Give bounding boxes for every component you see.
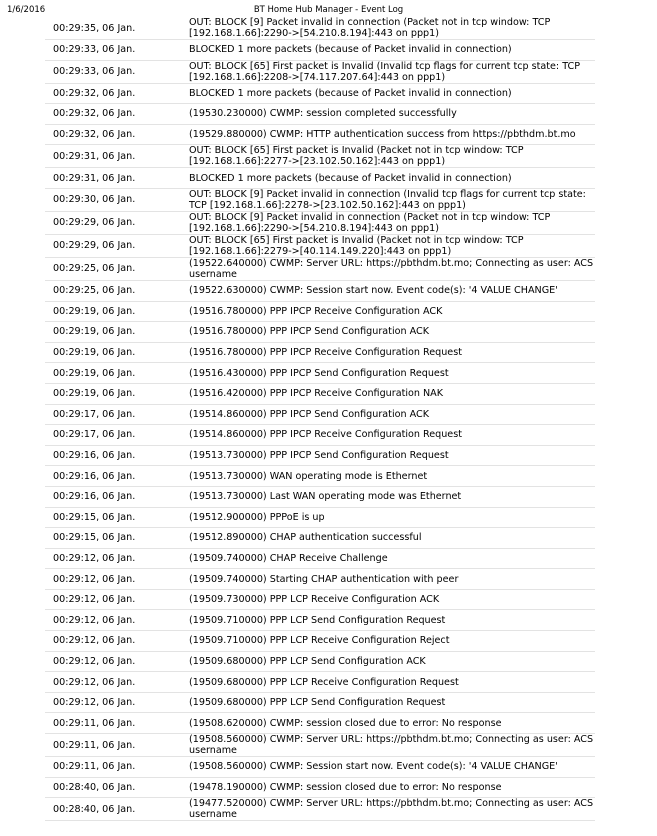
event-time: 00:29:12, 06 Jan.	[45, 631, 185, 652]
event-time: 00:29:32, 06 Jan.	[45, 124, 185, 145]
event-message: (19512.900000) PPPoE is up	[185, 507, 595, 528]
event-message: (19513.730000) PPP IPCP Send Configuration Request	[185, 445, 595, 466]
table-row	[45, 651, 595, 672]
event-message: (19509.710000) PPP LCP Send Configuration Request	[185, 610, 595, 631]
table-row	[45, 507, 595, 528]
event-message: (19509.740000) CHAP Receive Challenge	[185, 548, 595, 569]
event-message: (19516.780000) PPP IPCP Receive Configuration ACK	[185, 301, 595, 322]
table-row	[45, 234, 595, 257]
event-time: 00:29:33, 06 Jan.	[45, 60, 185, 83]
event-time: 00:29:25, 06 Jan.	[45, 257, 185, 280]
table-row	[45, 17, 595, 40]
event-message: (19513.730000) Last WAN operating mode was Ethernet	[185, 486, 595, 507]
event-time: 00:29:17, 06 Jan.	[45, 425, 185, 446]
table-row	[45, 168, 595, 189]
table-row	[45, 342, 595, 363]
event-message: (19509.680000) PPP LCP Send Configuration ACK	[185, 651, 595, 672]
table-row	[45, 104, 595, 125]
table-row	[45, 548, 595, 569]
event-time: 00:29:11, 06 Jan.	[45, 757, 185, 778]
event-message: (19508.620000) CWMP: session closed due to error: No response	[185, 713, 595, 734]
event-message: OUT: BLOCK [65] First packet is Invalid (Invalid tcp flags for current tcp state: TCP [192.168.1.66]:2208->[74.117.207.64]:443 on ppp1)	[185, 60, 595, 83]
event-time: 00:29:19, 06 Jan.	[45, 342, 185, 363]
table-row	[45, 383, 595, 404]
event-time: 00:29:19, 06 Jan.	[45, 301, 185, 322]
event-message: (19514.860000) PPP IPCP Receive Configuration Request	[185, 425, 595, 446]
event-time: 00:29:12, 06 Jan.	[45, 692, 185, 713]
table-row	[45, 363, 595, 384]
event-time: 00:29:12, 06 Jan.	[45, 651, 185, 672]
event-message: BLOCKED 1 more packets (because of Packet invalid in connection)	[185, 168, 595, 189]
event-message: (19522.630000) CWMP: Session start now. Event code(s): '4 VALUE CHANGE'	[185, 280, 595, 301]
event-time: 00:29:12, 06 Jan.	[45, 569, 185, 590]
page-title: BT Home Hub Manager - Event Log	[253, 5, 404, 15]
event-message: OUT: BLOCK [65] First packet is Invalid (Packet not in tcp window: TCP [192.168.1.66]:2279->[40.114.149.220]:443 on ppp1)	[185, 234, 595, 257]
event-time: 00:29:29, 06 Jan.	[45, 234, 185, 257]
table-row	[45, 188, 595, 211]
event-time: 00:29:11, 06 Jan.	[45, 734, 185, 757]
event-time: 00:29:16, 06 Jan.	[45, 486, 185, 507]
event-time: 00:29:15, 06 Jan.	[45, 507, 185, 528]
table-row	[45, 798, 595, 821]
table-row	[45, 145, 595, 168]
table-row	[45, 257, 595, 280]
event-time: 00:29:12, 06 Jan.	[45, 548, 185, 569]
event-time: 00:29:11, 06 Jan.	[45, 713, 185, 734]
table-row	[45, 569, 595, 590]
event-log-table	[45, 17, 595, 821]
event-message: (19516.780000) PPP IPCP Send Configuration ACK	[185, 322, 595, 343]
table-row	[45, 404, 595, 425]
table-row	[45, 124, 595, 145]
table-row	[45, 445, 595, 466]
event-time: 00:29:19, 06 Jan.	[45, 383, 185, 404]
table-row	[45, 528, 595, 549]
event-message: OUT: BLOCK [9] Packet invalid in connection (Invalid tcp flags for current tcp state: TCP [192.168.1.66]:2278->[23.102.50.162]:443 on ppp1)	[185, 188, 595, 211]
event-message: (19508.560000) CWMP: Server URL: https://pbthdm.bt.mo; Connecting as user: ACS username	[185, 734, 595, 757]
table-row	[45, 610, 595, 631]
event-message: BLOCKED 1 more packets (because of Packet invalid in connection)	[185, 83, 595, 104]
event-time: 00:29:30, 06 Jan.	[45, 188, 185, 211]
event-message: (19477.520000) CWMP: Server URL: https://pbthdm.bt.mo; Connecting as user: ACS username	[185, 798, 595, 821]
event-time: 00:29:29, 06 Jan.	[45, 211, 185, 234]
event-message: OUT: BLOCK [9] Packet invalid in connection (Packet not in tcp window: TCP [192.168.1.66]:2290->[54.210.8.194]:443 on ppp1)	[185, 17, 595, 40]
event-message: OUT: BLOCK [9] Packet invalid in connection (Packet not in tcp window: TCP [192.168.1.66]:2290->[54.210.8.194]:443 on ppp1)	[185, 211, 595, 234]
event-time: 00:29:16, 06 Jan.	[45, 445, 185, 466]
table-row	[45, 301, 595, 322]
table-row	[45, 757, 595, 778]
event-time: 00:29:19, 06 Jan.	[45, 363, 185, 384]
event-message: (19508.560000) CWMP: Session start now. Event code(s): '4 VALUE CHANGE'	[185, 757, 595, 778]
table-row	[45, 713, 595, 734]
table-row	[45, 322, 595, 343]
event-message: (19529.880000) CWMP: HTTP authentication success from https://pbthdm.bt.mo	[185, 124, 595, 145]
event-message: (19509.710000) PPP LCP Receive Configuration Reject	[185, 631, 595, 652]
event-message: (19509.680000) PPP LCP Send Configuration Request	[185, 692, 595, 713]
event-time: 00:28:40, 06 Jan.	[45, 777, 185, 798]
event-time: 00:28:40, 06 Jan.	[45, 798, 185, 821]
event-log-body	[45, 17, 595, 821]
event-time: 00:29:17, 06 Jan.	[45, 404, 185, 425]
table-row	[45, 777, 595, 798]
event-message: (19514.860000) PPP IPCP Send Configuration ACK	[185, 404, 595, 425]
event-time: 00:29:16, 06 Jan.	[45, 466, 185, 487]
event-message: (19522.640000) CWMP: Server URL: https://pbthdm.bt.mo; Connecting as user: ACS username	[185, 257, 595, 280]
event-time: 00:29:32, 06 Jan.	[45, 83, 185, 104]
event-message: BLOCKED 1 more packets (because of Packet invalid in connection)	[185, 40, 595, 61]
table-row	[45, 425, 595, 446]
table-row	[45, 280, 595, 301]
event-time: 00:29:12, 06 Jan.	[45, 589, 185, 610]
table-row	[45, 60, 595, 83]
event-time: 00:29:33, 06 Jan.	[45, 40, 185, 61]
print-date: 1/6/2016	[7, 5, 46, 15]
table-row	[45, 466, 595, 487]
event-time: 00:29:32, 06 Jan.	[45, 104, 185, 125]
event-time: 00:29:31, 06 Jan.	[45, 145, 185, 168]
event-message: (19478.190000) CWMP: session closed due to error: No response	[185, 777, 595, 798]
event-message: OUT: BLOCK [65] First packet is Invalid (Packet not in tcp window: TCP [192.168.1.66]:2277->[23.102.50.162]:443 on ppp1)	[185, 145, 595, 168]
event-time: 00:29:12, 06 Jan.	[45, 672, 185, 693]
event-time: 00:29:15, 06 Jan.	[45, 528, 185, 549]
table-row	[45, 83, 595, 104]
table-row	[45, 589, 595, 610]
event-message: (19530.230000) CWMP: session completed successfully	[185, 104, 595, 125]
event-time: 00:29:19, 06 Jan.	[45, 322, 185, 343]
event-time: 00:29:35, 06 Jan.	[45, 17, 185, 40]
table-row	[45, 486, 595, 507]
event-message: (19513.730000) WAN operating mode is Ethernet	[185, 466, 595, 487]
table-row	[45, 211, 595, 234]
table-row	[45, 692, 595, 713]
table-row	[45, 734, 595, 757]
event-message: (19516.420000) PPP IPCP Receive Configuration NAK	[185, 383, 595, 404]
table-row	[45, 631, 595, 652]
event-message: (19509.680000) PPP LCP Receive Configuration Request	[185, 672, 595, 693]
table-row	[45, 40, 595, 61]
event-message: (19516.430000) PPP IPCP Send Configuration Request	[185, 363, 595, 384]
event-time: 00:29:12, 06 Jan.	[45, 610, 185, 631]
event-message: (19509.740000) Starting CHAP authentication with peer	[185, 569, 595, 590]
event-time: 00:29:31, 06 Jan.	[45, 168, 185, 189]
event-message: (19509.730000) PPP LCP Receive Configuration ACK	[185, 589, 595, 610]
event-time: 00:29:25, 06 Jan.	[45, 280, 185, 301]
event-message: (19512.890000) CHAP authentication successful	[185, 528, 595, 549]
table-row	[45, 672, 595, 693]
event-message: (19516.780000) PPP IPCP Receive Configuration Request	[185, 342, 595, 363]
